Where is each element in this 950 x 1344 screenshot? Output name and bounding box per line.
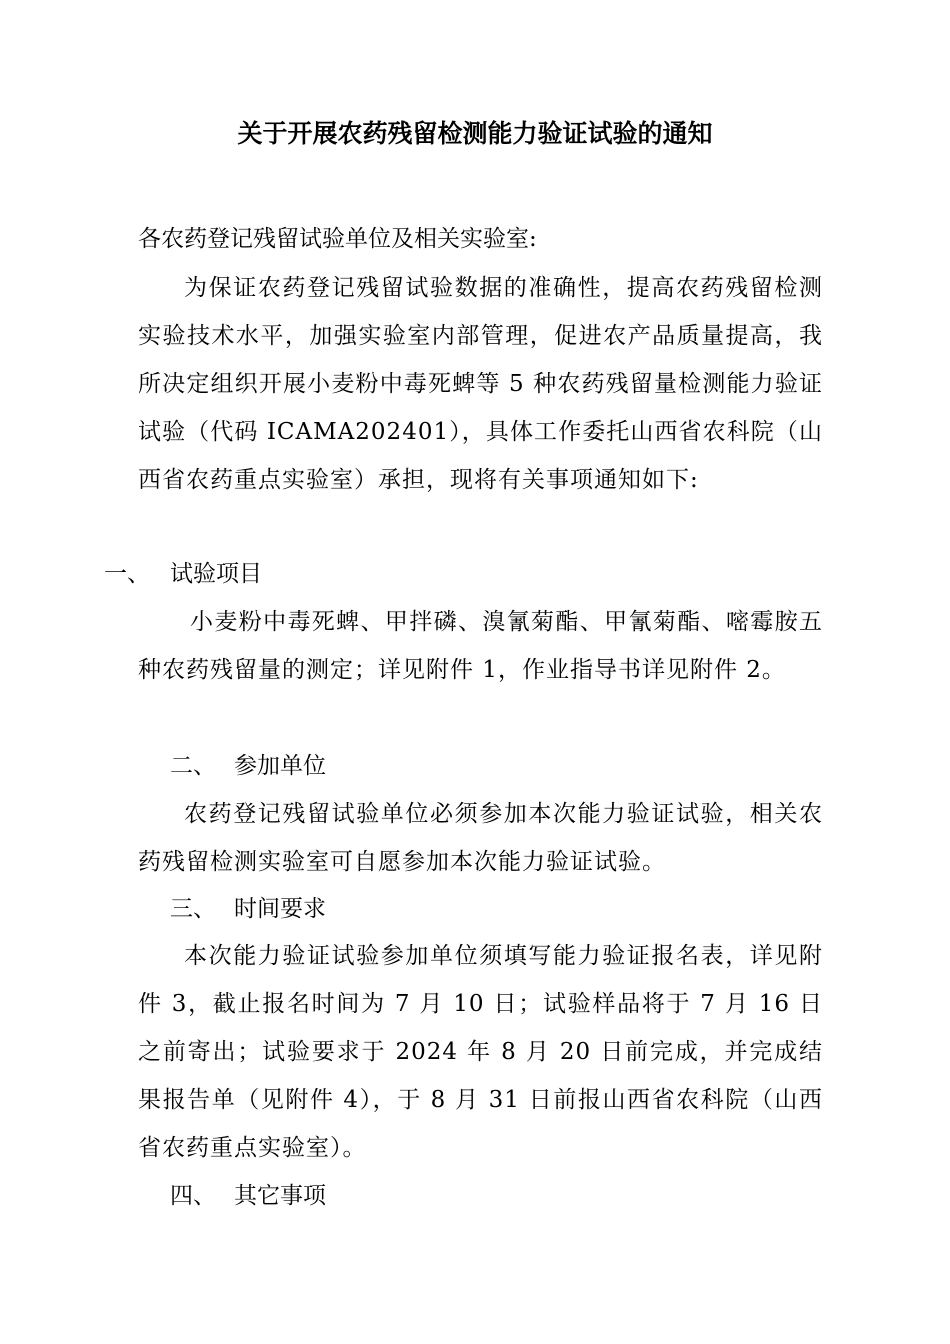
section-2-title: 参加单位 bbox=[234, 753, 326, 779]
section-3-number: 三、 bbox=[170, 896, 216, 922]
section-2-heading bbox=[170, 746, 326, 786]
section-3-title: 时间要求 bbox=[234, 896, 326, 922]
section-3-heading bbox=[170, 889, 326, 929]
section-1-heading bbox=[104, 554, 262, 594]
intro-paragraph: 为保证农药登记残留试验数据的准确性，提高农药残留检测实验技术水平，加强实验室内部管理，促进农产品质量提高，我所决定组织开展小麦粉中毒死蜱等 5 种农药残留量检测能力验证试验（代码 ICAMA202401），具体工作委托山西省农科院（山西省农药重点实验室）承担，现将有关事项通知如下: bbox=[138, 275, 823, 493]
section-1-number: 一、 bbox=[104, 561, 150, 587]
section-4-heading bbox=[170, 1176, 326, 1216]
section-4-number: 四、 bbox=[170, 1183, 216, 1209]
section-3-body: 本次能力验证试验参加单位须填写能力验证报名表，详见附件 3，截止报名时间为 7 月 10 日；试验样品将于 7 月 16 日之前寄出；试验要求于 2024 年 8 月 20 日前完成，并完成结果报告单（见附件 4），于 8 月 31 日前报山西省农科院（山西省农药重点实验室）。 bbox=[138, 943, 823, 1161]
section-2-body: 农药登记残留试验单位必须参加本次能力验证试验，相关农药残留检测实验室可自愿参加本次能力验证试验。 bbox=[138, 801, 823, 875]
section-2-number: 二、 bbox=[170, 753, 216, 779]
section-1-title: 试验项目 bbox=[170, 561, 262, 587]
section-4-title: 其它事项 bbox=[234, 1183, 326, 1209]
document-title: 关于开展农药残留检测能力验证试验的通知 bbox=[237, 119, 713, 148]
salutation: 各农药登记残留试验单位及相关实验室: bbox=[138, 226, 537, 252]
section-1-body: 小麦粉中毒死蜱、甲拌磷、溴氰菊酯、甲氰菊酯、嘧霉胺五种农药残留量的测定；详见附件 1，作业指导书详见附件 2。 bbox=[138, 609, 823, 683]
